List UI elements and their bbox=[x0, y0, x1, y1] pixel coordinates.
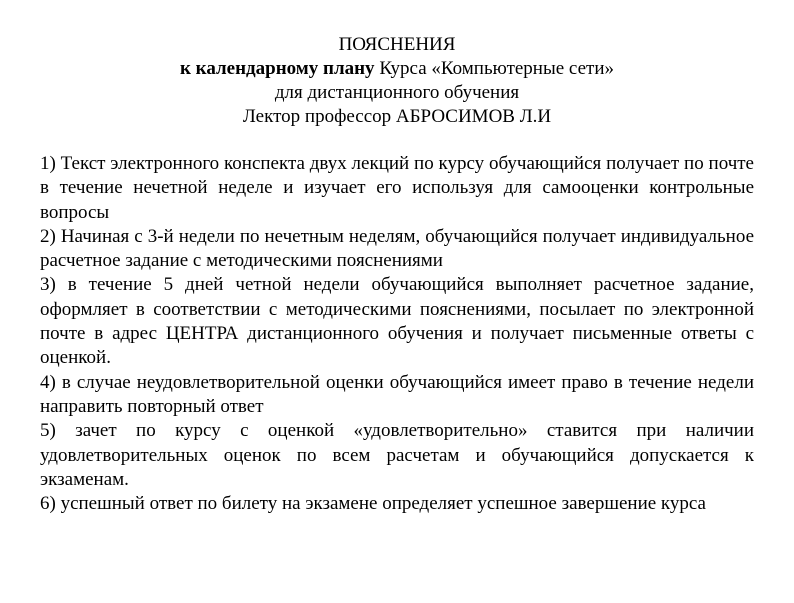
document-header bbox=[0, 33, 794, 129]
lecturer-line: Лектор профессор АБРОСИМОВ Л.И bbox=[242, 106, 552, 127]
document-subtitle-line-3: для дистанционного обучения bbox=[274, 82, 520, 103]
explanation-item-4: 4) в случае неудовлетворительной оценки обучающийся имеет право в течение недели направить повторный ответ bbox=[40, 371, 754, 417]
explanations-list bbox=[40, 152, 754, 516]
document-title: ПОЯСНЕНИЯ bbox=[338, 34, 456, 55]
subtitle-bold: к календарному плану bbox=[179, 58, 375, 79]
explanation-item-6: 6) успешный ответ по билету на экзамене определяет успешное завершение курса bbox=[40, 493, 706, 515]
subtitle-rest: Курса «Компьютерные сети» bbox=[374, 58, 614, 79]
explanation-item-3: 3) в течение 5 дней четной недели обучающийся выполняет расчетное задание, оформляет в соответствии с методическими пояснениями, посылает по электронной почте в адрес ЦЕНТРА дистанционного обучения и получает письменные ответы с оценкой. bbox=[40, 274, 754, 369]
document-subtitle bbox=[0, 57, 794, 81]
explanation-item-2: 2) Начиная с 3-й недели по нечетным неделям, обучающийся получает индивидуальное расчетное задание с методическими пояснениями bbox=[40, 225, 754, 272]
explanation-item-5: 5) зачет по курсу с оценкой «удовлетворительно» ставится при наличии удовлетворительных оценок по всем расчетам и обучающийся допускается к экзаменам. bbox=[40, 420, 754, 490]
explanation-item-1: 1) Текст электронного конспекта двух лекций по курсу обучающийся получает по почте в течение нечетной неделе и изучает его используя для самооценки контрольные вопросы bbox=[40, 153, 754, 223]
